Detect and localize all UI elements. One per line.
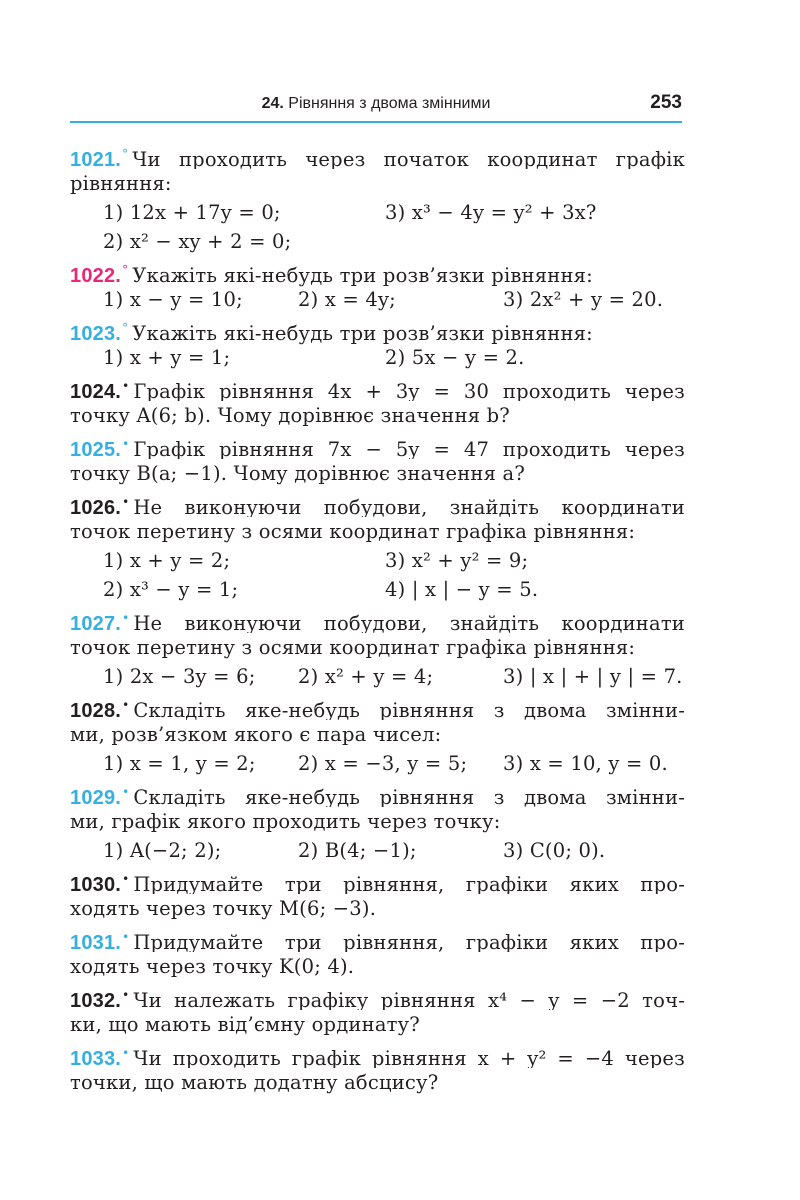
exercise-number: 1025. xyxy=(70,439,122,459)
exercise-text: точок перетину з осями координат графіка рівняння: xyxy=(70,520,636,543)
difficulty-mark: ° xyxy=(122,321,129,335)
exercise-text-line xyxy=(70,517,685,546)
exercise-item: 3) x³ − 4y = y² + 3x? xyxy=(385,201,597,224)
difficulty-mark: • xyxy=(122,988,130,1002)
exercise-item: 4) | x | − y = 5. xyxy=(385,578,539,601)
exercise-item: 1) 2x − 3y = 6; xyxy=(103,665,256,688)
item-row xyxy=(70,285,685,314)
exercise-number: 1031. xyxy=(70,932,122,952)
difficulty-mark: • xyxy=(122,930,130,944)
exercise xyxy=(70,256,685,314)
exercise-first-line xyxy=(70,865,685,894)
difficulty-mark: • xyxy=(122,872,130,886)
exercise-text-line xyxy=(70,807,685,836)
exercise-text: рівняння: xyxy=(70,172,172,195)
exercise-list xyxy=(70,140,685,1097)
exercise-item: 1) x + y = 1; xyxy=(103,346,231,369)
exercise xyxy=(70,923,685,981)
exercise-text: Укажіть які-небудь три розв’язки рівняння: xyxy=(132,264,593,287)
section-title: Рівняння з двома змінними xyxy=(288,95,491,112)
exercise-item: 1) x − y = 10; xyxy=(103,288,243,311)
exercise-text: Складіть яке-небудь рівняння з двома змінни- xyxy=(133,786,685,807)
exercise-item: 1) 12x + 17y = 0; xyxy=(103,201,281,224)
section-heading xyxy=(70,95,682,113)
exercise-text: точок перетину з осями координат графіка рівняння: xyxy=(70,636,636,659)
exercise-text: ходять через точку K(0; 4). xyxy=(70,955,355,978)
exercise-item: 3) | x | + | y | = 7. xyxy=(503,665,683,688)
exercise xyxy=(70,488,685,604)
exercise-item: 1) A(−2; 2); xyxy=(103,839,222,862)
exercise-item: 1) x = 1, y = 2; xyxy=(103,752,256,775)
running-header xyxy=(70,92,682,122)
exercise-text: Складіть яке-небудь рівняння з двома змінни- xyxy=(133,699,685,720)
exercise-text: Чи проходить графік рівняння x + y² = −4 через xyxy=(133,1047,685,1068)
exercise-item: 3) C(0; 0). xyxy=(503,839,606,862)
item-row xyxy=(70,662,685,691)
exercise-first-line xyxy=(70,604,685,633)
exercise-item: 2) x = 4y; xyxy=(298,288,396,311)
exercise xyxy=(70,865,685,923)
exercise-text: точку A(6; b). Чому дорівнює значення b? xyxy=(70,404,510,427)
exercise-text: Графік рівняння 4x + 3y = 30 проходить через xyxy=(133,380,685,401)
item-row xyxy=(70,836,685,865)
exercise-text: Укажіть які-небудь три розв’язки рівняння: xyxy=(132,322,593,345)
exercise-text: точку B(a; −1). Чому дорівнює значення a? xyxy=(70,462,526,485)
exercise-text-line xyxy=(70,401,685,430)
difficulty-mark: ° xyxy=(122,147,129,161)
exercise-text-line xyxy=(70,459,685,488)
exercise-first-line xyxy=(70,923,685,952)
exercise xyxy=(70,778,685,865)
exercise xyxy=(70,314,685,372)
exercise-text: Чи проходить через початок координат графік xyxy=(132,148,685,169)
exercise-item: 2) x² + y = 4; xyxy=(298,665,434,688)
exercise-first-line xyxy=(70,1039,685,1068)
exercise-number: 1032. xyxy=(70,990,122,1010)
exercise xyxy=(70,691,685,778)
exercise-number: 1033. xyxy=(70,1048,122,1068)
exercise-first-line xyxy=(70,981,685,1010)
exercise-number: 1026. xyxy=(70,497,122,517)
exercise-first-line xyxy=(70,372,685,401)
exercise-first-line xyxy=(70,314,685,343)
exercise xyxy=(70,140,685,256)
exercise xyxy=(70,981,685,1039)
exercise-text: ходять через точку M(6; −3). xyxy=(70,897,377,920)
exercise-first-line xyxy=(70,488,685,517)
difficulty-mark: • xyxy=(122,437,130,451)
exercise-text: Не виконуючи побудови, знайдіть координати xyxy=(133,496,685,517)
exercise-text: Чи належать графіку рівняння x⁴ − y = −2 точ- xyxy=(133,989,685,1010)
exercise-number: 1021. xyxy=(70,149,122,169)
difficulty-mark: • xyxy=(122,379,130,393)
exercise-text: ми, розв’язком якого є пара чисел: xyxy=(70,723,442,746)
page-number: 253 xyxy=(650,92,682,113)
exercise-item: 2) x² − xy + 2 = 0; xyxy=(103,230,292,253)
item-row xyxy=(70,546,685,575)
exercise-item: 2) x = −3, y = 5; xyxy=(298,752,468,775)
exercise-number: 1023. xyxy=(70,323,122,345)
exercise-item: 2) 5x − y = 2. xyxy=(385,346,525,369)
exercise-text: Графік рівняння 7x − 5y = 47 проходить через xyxy=(133,438,685,459)
exercise-text-line xyxy=(70,1068,685,1097)
exercise-text: ки, що мають від’ємну ординату? xyxy=(70,1013,420,1036)
item-row xyxy=(70,575,685,604)
exercise-text: точки, що мають додатну абсцису? xyxy=(70,1071,439,1094)
exercise-first-line xyxy=(70,691,685,720)
section-number: 24. xyxy=(261,95,284,112)
exercise-number: 1029. xyxy=(70,787,122,807)
difficulty-mark: ° xyxy=(122,263,129,277)
exercise xyxy=(70,604,685,691)
exercise-text-line xyxy=(70,169,685,198)
exercise-item: 1) x + y = 2; xyxy=(103,549,231,572)
difficulty-mark: • xyxy=(122,1046,130,1060)
exercise-text-line xyxy=(70,1010,685,1039)
exercise xyxy=(70,430,685,488)
item-row xyxy=(70,343,685,372)
item-row xyxy=(70,198,685,227)
exercise-first-line xyxy=(70,256,685,285)
exercise xyxy=(70,1039,685,1097)
exercise-number: 1024. xyxy=(70,381,122,401)
exercise-item: 3) x² + y² = 9; xyxy=(385,549,529,572)
exercise-number: 1028. xyxy=(70,700,122,720)
difficulty-mark: • xyxy=(122,611,130,625)
exercise-number: 1030. xyxy=(70,874,122,894)
exercise-first-line xyxy=(70,430,685,459)
exercise xyxy=(70,372,685,430)
exercise-text-line xyxy=(70,952,685,981)
difficulty-mark: • xyxy=(122,495,130,509)
exercise-item: 2) B(4; −1); xyxy=(298,839,417,862)
exercise-first-line xyxy=(70,140,685,169)
exercise-text-line xyxy=(70,720,685,749)
exercise-text: ми, графік якого проходить через точку: xyxy=(70,810,501,833)
exercise-item: 3) x = 10, y = 0. xyxy=(503,752,668,775)
item-row xyxy=(70,749,685,778)
exercise-text-line xyxy=(70,894,685,923)
exercise-text: Придумайте три рівняння, графіки яких про- xyxy=(133,931,685,952)
exercise-first-line xyxy=(70,778,685,807)
exercise-number: 1022. xyxy=(70,265,122,287)
header-rule xyxy=(70,121,682,123)
exercise-text: Придумайте три рівняння, графіки яких про- xyxy=(133,873,685,894)
item-row xyxy=(70,227,685,256)
exercise-item: 2) x³ − y = 1; xyxy=(103,578,239,601)
exercise-item: 3) 2x² + y = 20. xyxy=(503,288,664,311)
exercise-text-line xyxy=(70,633,685,662)
exercise-number: 1027. xyxy=(70,613,122,633)
difficulty-mark: • xyxy=(122,785,130,799)
difficulty-mark: • xyxy=(122,698,130,712)
exercise-text: Не виконуючи побудови, знайдіть координати xyxy=(133,612,685,633)
